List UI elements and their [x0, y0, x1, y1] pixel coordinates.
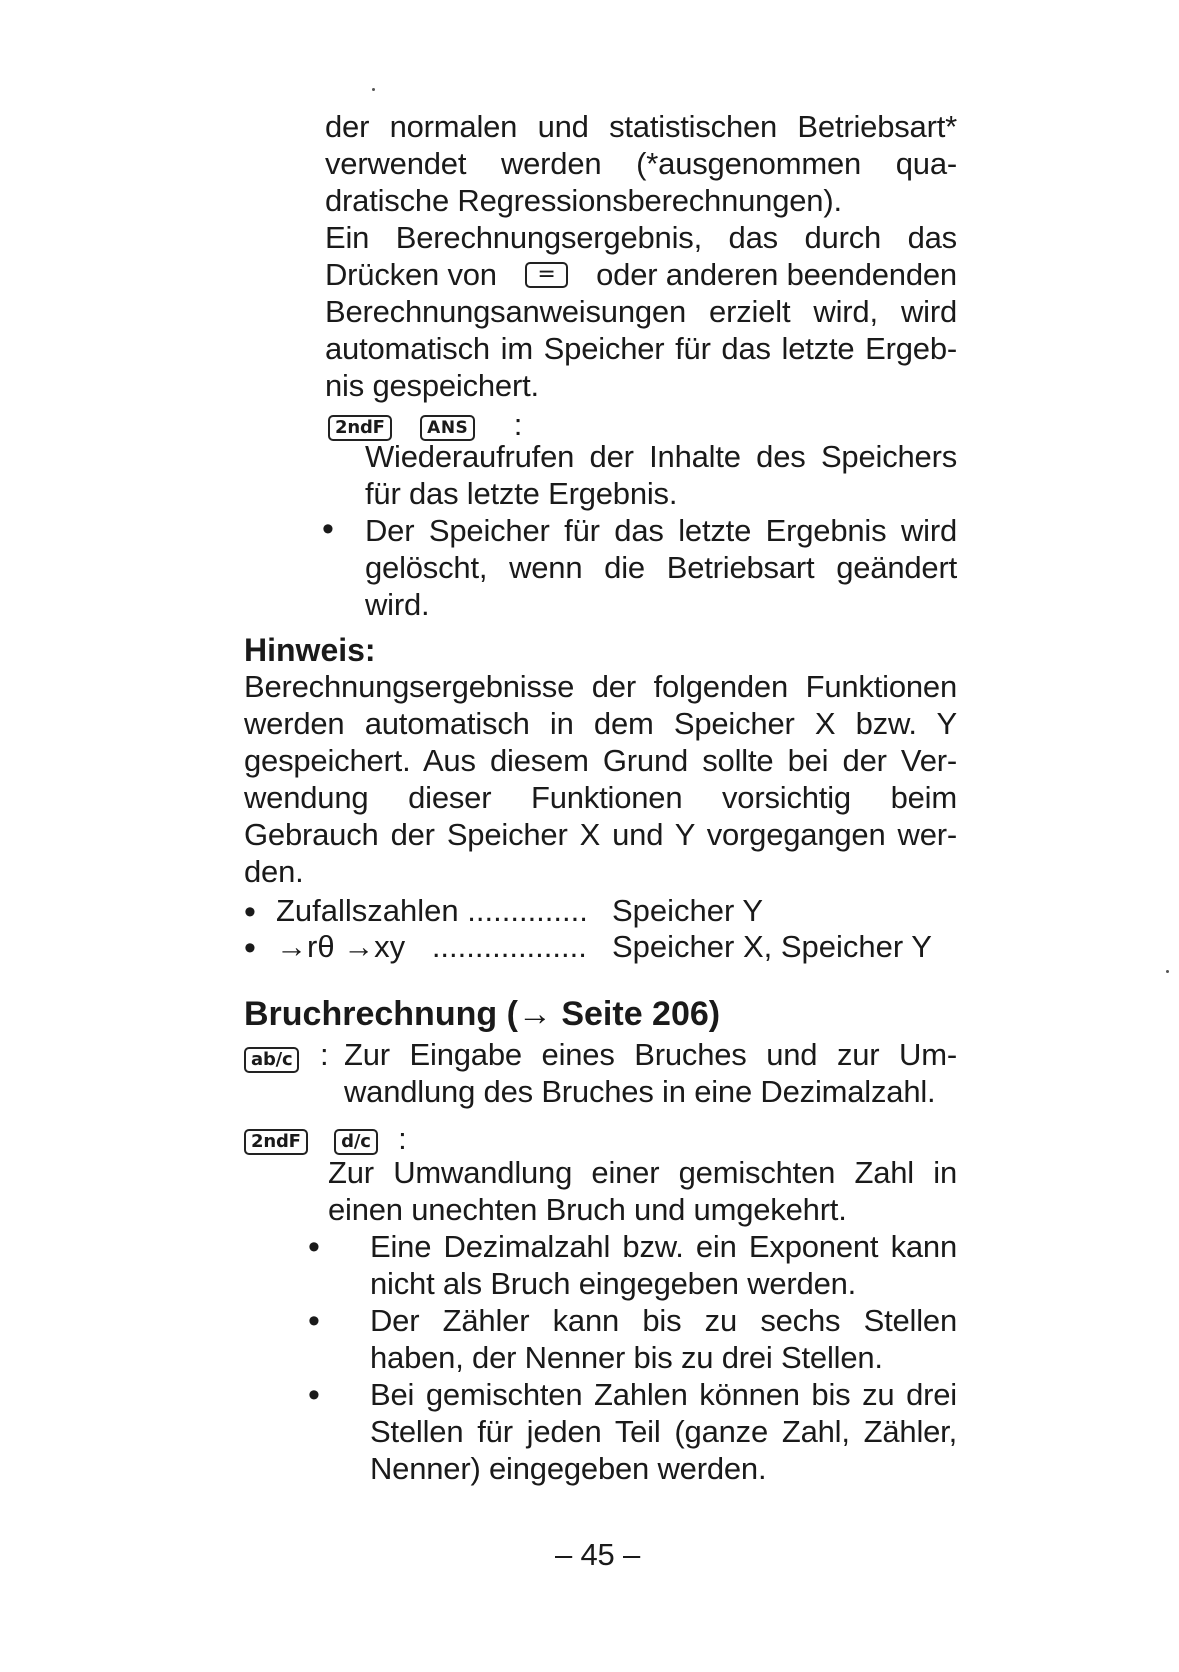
fraction-bullet-line: haben, der Nenner bis zu drei Stellen.: [370, 1340, 883, 1375]
equals-key: =: [525, 262, 567, 288]
scan-speck: [372, 88, 375, 91]
intro-line-prefix: Drücken von: [325, 257, 497, 292]
intro-line-suffix: oder anderen beendenden: [596, 257, 957, 292]
note-line: gespeichert. Aus diesem Grund sollte bei der Ver-: [244, 743, 957, 778]
bullet-icon: •: [308, 1302, 320, 1340]
fraction-bullet: [370, 1376, 957, 1487]
ans-bullet: [365, 512, 957, 623]
fraction-bullet: [370, 1302, 957, 1376]
ans-bullet-line: gelöscht, wenn die Betriebsart geändert: [365, 550, 957, 585]
abc-colon: :: [320, 1037, 329, 1072]
fraction-bullet-line: nicht als Bruch eingegeben werden.: [370, 1266, 857, 1301]
page-number: – 45 –: [555, 1537, 640, 1572]
note-line: den.: [244, 854, 304, 889]
ans-key: ANS: [420, 415, 475, 441]
dc-description: [328, 1154, 957, 1228]
memory-item-label: Zufallszahlen: [276, 893, 459, 928]
key-colon: :: [513, 407, 523, 442]
ans-description-line: für das letzte Ergebnis.: [365, 476, 678, 511]
note-line: wendung dieser Funktionen vorsichtig beim: [244, 780, 957, 815]
dc-key-row: [244, 1120, 544, 1157]
intro-line: Ein Berechnungsergebnis, das durch das: [325, 220, 957, 255]
fraction-bullet-line: Bei gemischten Zahlen können bis zu drei: [370, 1377, 957, 1412]
abc-description-line: wandlung des Bruches in eine Dezimalzahl.: [344, 1074, 936, 1109]
fraction-bullet-line: Nenner) eingegeben werden.: [370, 1451, 767, 1486]
ans-bullet-line: wird.: [365, 587, 430, 622]
dc-key: d/c: [334, 1129, 378, 1155]
fraction-bullet-line: Der Zähler kann bis zu sechs Stellen: [370, 1303, 957, 1338]
note-paragraph: [244, 668, 957, 890]
bullet-icon: •: [308, 1228, 320, 1266]
note-line: Berechnungsergebnisse der folgenden Funktionen: [244, 669, 957, 704]
fraction-bullet-line: Eine Dezimalzahl bzw. ein Exponent kann: [370, 1229, 957, 1264]
memory-item: [276, 929, 587, 965]
memory-item: [276, 893, 588, 929]
intro-line-with-key: [325, 256, 957, 293]
memory-item-label: →rθ →xy: [276, 929, 406, 964]
second-f-key: 2ndF: [328, 415, 392, 441]
bullet-icon: •: [244, 929, 256, 967]
scan-speck: [1166, 970, 1169, 973]
abc-description: [344, 1036, 957, 1110]
bullet-icon: •: [322, 510, 334, 548]
note-line: werden automatisch in dem Speicher X bzw. Y: [244, 706, 957, 741]
intro-line: automatisch im Speicher für das letzte Ergeb-: [325, 331, 957, 366]
memory-item-leader: ..............: [467, 893, 588, 928]
abc-description-line: Zur Eingabe eines Bruches und zur Um-: [344, 1037, 957, 1072]
ans-description: [365, 438, 957, 512]
dc-description-line: einen unechten Bruch und umgekehrt.: [328, 1192, 847, 1227]
intro-line: der normalen und statistischen Betriebsart*: [325, 109, 957, 144]
fraction-bullet-line: Stellen für jeden Teil (ganze Zahl, Zähler,: [370, 1414, 957, 1449]
dc-description-line: Zur Umwandlung einer gemischten Zahl in: [328, 1155, 957, 1190]
intro-line: verwendet werden (*ausgenommen qua-: [325, 146, 957, 181]
memory-item-leader: ..................: [431, 929, 587, 964]
note-heading: Hinweis:: [244, 632, 376, 668]
intro-line: Berechnungsanweisungen erzielt wird, wird: [325, 294, 957, 329]
fraction-heading: Bruchrechnung (→ Seite 206): [244, 995, 721, 1033]
bullet-icon: •: [308, 1376, 320, 1414]
key-colon: :: [398, 1121, 407, 1156]
intro-line: dratische Regressionsberechnungen).: [325, 183, 842, 218]
bullet-icon: •: [244, 893, 256, 931]
fraction-bullet: [370, 1228, 957, 1302]
memory-item-value: Speicher Y: [612, 893, 764, 928]
intro-paragraph: [325, 108, 957, 404]
ans-description-line: Wiederaufrufen der Inhalte des Speichers: [365, 439, 957, 474]
ans-bullet-line: Der Speicher für das letzte Ergebnis wird: [365, 513, 957, 548]
second-f-key: 2ndF: [244, 1129, 308, 1155]
note-line: Gebrauch der Speicher X und Y vorgegangen wer-: [244, 817, 957, 852]
intro-line: nis gespeichert.: [325, 368, 539, 403]
memory-item-value: Speicher X, Speicher Y: [612, 929, 932, 964]
abc-key: ab/c: [244, 1047, 299, 1073]
